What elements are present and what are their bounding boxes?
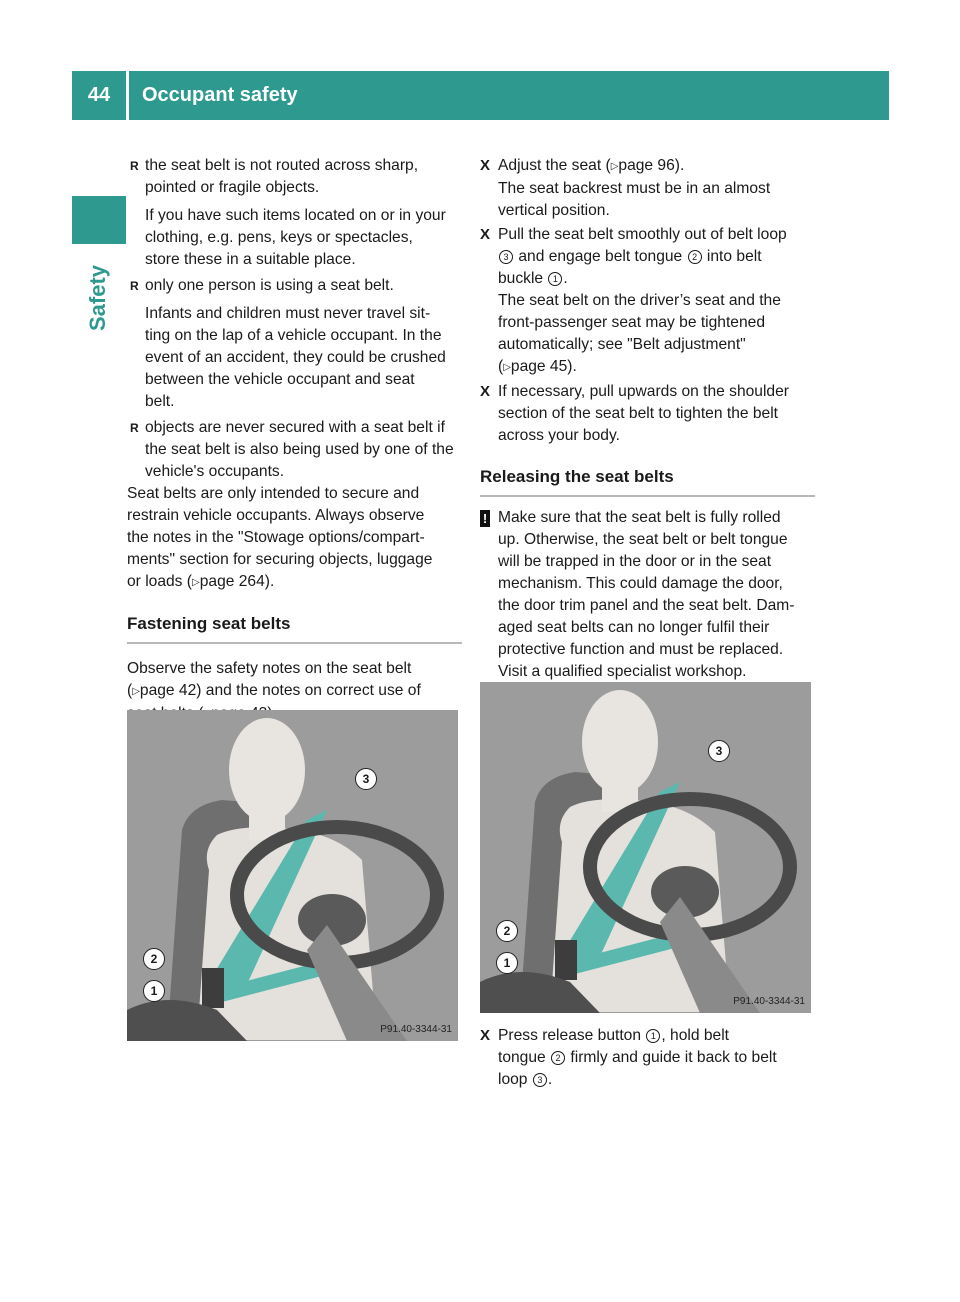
page-header [72, 71, 889, 120]
page-ref-icon: ▷ [192, 577, 200, 588]
text-line: the door trim panel and the seat belt. Dam- [498, 597, 795, 614]
bullet-item [127, 417, 462, 483]
right-column [480, 155, 815, 683]
text-line: objects are never secured with a seat belt if [145, 419, 445, 436]
text-line: tongue 2 firmly and guide it back to belt [498, 1049, 777, 1066]
text-line: front-passenger seat may be tightened [498, 314, 765, 331]
seat-belt-illustration-right [480, 682, 811, 1013]
text-line: vertical position. [498, 202, 610, 219]
bullet-marker: R [130, 279, 139, 293]
page-number: 44 [87, 84, 111, 106]
page-ref-icon: ▷ [132, 686, 140, 697]
text-line: mechanism. This could damage the door, [498, 575, 783, 592]
text-line: Press release button 1 , hold belt [498, 1027, 729, 1044]
left-column [127, 155, 462, 726]
warning-note [480, 507, 815, 683]
action-marker: X [480, 1027, 491, 1044]
callout-2-icon: 2 [688, 250, 702, 264]
callout-3-icon: 3 [533, 1073, 547, 1087]
text-line: store these in a suitable place. [145, 251, 356, 268]
text-line: restrain vehicle occupants. Always observe [127, 507, 425, 524]
text-line: ting on the lap of a vehicle occupant. In the [145, 327, 442, 344]
text-line: ments" section for securing objects, luggage [127, 551, 433, 568]
text-line: up. Otherwise, the seat belt or belt tongue [498, 531, 788, 548]
text-line: buckle 1 . [498, 270, 568, 287]
text-line: only one person is using a seat belt. [145, 277, 394, 294]
text-line: the notes in the "Stowage options/compart- [127, 529, 425, 546]
text-line: clothing, e.g. pens, keys or spectacles, [145, 229, 413, 246]
text-line: section of the seat belt to tighten the belt [498, 405, 779, 422]
text-line: the seat belt is not routed across sharp, [145, 157, 419, 174]
text-line: Visit a qualified specialist workshop. [498, 663, 747, 680]
text-line: pointed or fragile objects. [145, 179, 320, 196]
action-marker: X [480, 383, 491, 400]
bullet-item [127, 155, 462, 199]
paragraph [127, 483, 462, 594]
text-line: automatically; see "Belt adjustment" [498, 336, 746, 353]
text-line: Seat belts are only intended to secure and [127, 485, 420, 502]
callout-3: 3 [708, 740, 730, 762]
bullet-marker: R [130, 421, 139, 435]
text-line: Pull the seat belt smoothly out of belt loop [498, 226, 787, 243]
callout-1: 1 [143, 980, 165, 1002]
callout-2: 2 [496, 920, 518, 942]
text-line: If you have such items located on or in your [145, 207, 446, 224]
text-line: loop 3 . [498, 1071, 553, 1088]
figure-code: P91.40-3344-31 [733, 996, 805, 1007]
callout-2-icon: 2 [551, 1051, 565, 1065]
warning-icon: ! [480, 510, 490, 527]
text-line: or loads (▷page 264). [127, 573, 275, 590]
driver-seat-belt-diagram [127, 710, 458, 1041]
text-line: Adjust the seat (▷page 96). [498, 157, 685, 174]
callout-1-icon: 1 [548, 272, 562, 286]
text-line: (▷page 45). [498, 358, 577, 375]
bullet-subtext [127, 205, 462, 271]
text-line: the seat belt is also being used by one of the [145, 441, 454, 458]
text-line: Make sure that the seat belt is fully rolled [498, 509, 781, 526]
callout-1-icon: 1 [646, 1029, 660, 1043]
action-step [480, 155, 815, 222]
text-line: Infants and children must never travel sit- [145, 305, 431, 322]
text-line: protective function and must be replaced. [498, 641, 784, 658]
right-column-bottom [480, 1025, 815, 1091]
text-line: If necessary, pull upwards on the shoulder [498, 383, 789, 400]
page-ref-icon: ▷ [503, 362, 511, 373]
text-line: between the vehicle occupant and seat [145, 371, 415, 388]
action-marker: X [480, 157, 491, 174]
side-tab-label: Safety [85, 264, 110, 332]
side-tab-marker [72, 196, 126, 244]
callout-3: 3 [355, 768, 377, 790]
figure-code: P91.40-3344-31 [380, 1024, 452, 1035]
text-line: The seat belt on the driver’s seat and the [498, 292, 781, 309]
text-line: vehicle's occupants. [145, 463, 285, 480]
header-divider [126, 71, 129, 120]
callout-2: 2 [143, 948, 165, 970]
text-line: will be trapped in the door or in the seat [498, 553, 772, 570]
text-line: The seat backrest must be in an almost [498, 180, 771, 197]
action-marker: X [480, 226, 491, 243]
bullet-item [127, 275, 462, 297]
callout-3-icon: 3 [499, 250, 513, 264]
text-line: event of an accident, they could be crushed [145, 349, 446, 366]
action-step [480, 1025, 815, 1091]
text-line: belt. [145, 393, 175, 410]
text-line: 3 and engage belt tongue 2 into belt [498, 246, 815, 268]
seat-belt-illustration-left [127, 710, 458, 1041]
side-tab [76, 258, 120, 338]
driver-seat-belt-diagram [480, 682, 811, 1013]
callout-1: 1 [496, 952, 518, 974]
bullet-subtext [127, 303, 462, 413]
text-line: across your body. [498, 427, 620, 444]
text-line: aged seat belts can no longer fulfil their [498, 619, 770, 636]
text-line: (▷page 42) and the notes on correct use of [127, 682, 421, 699]
action-step [480, 381, 815, 447]
section-title: Occupant safety [142, 84, 298, 106]
action-step [480, 224, 815, 379]
heading-fastening-seat-belts: Fastening seat belts [127, 613, 462, 644]
heading-releasing-seat-belts: Releasing the seat belts [480, 466, 815, 497]
text-line: Observe the safety notes on the seat belt [127, 660, 412, 677]
page-ref-icon: ▷ [610, 161, 619, 172]
bullet-marker: R [130, 159, 139, 173]
